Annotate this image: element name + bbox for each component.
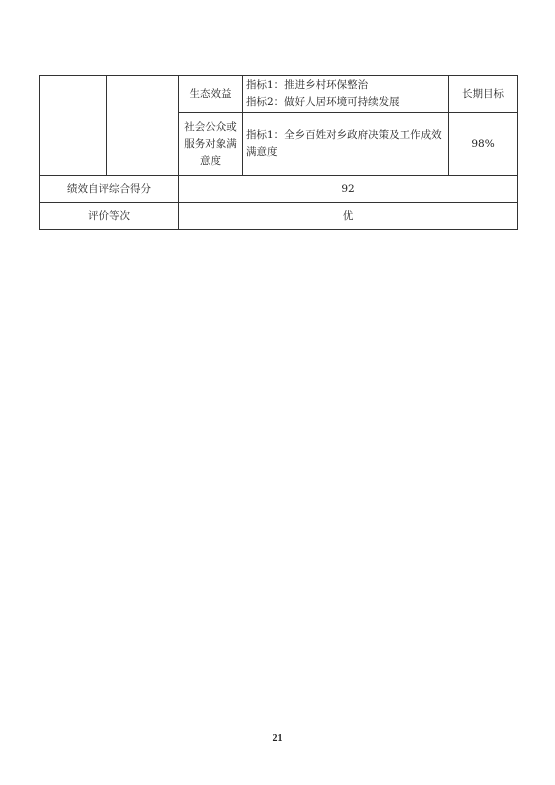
satisfaction-category: 社会公众或服务对象满意度	[179, 113, 243, 176]
performance-evaluation-table	[39, 75, 518, 230]
satisfaction-indicator: 指标1：全乡百姓对乡政府决策及工作成效满意度	[243, 113, 449, 176]
satisfaction-target: 98%	[449, 113, 518, 176]
grade-value: 优	[179, 203, 518, 230]
page-number: 21	[272, 733, 283, 744]
overall-score-label: 绩效自评综合得分	[40, 176, 179, 203]
ecological-benefit-category: 生态效益	[179, 76, 243, 113]
table-row-overall-score	[40, 176, 518, 203]
grade-label: 评价等次	[40, 203, 179, 230]
empty-merged-cell-level2	[107, 76, 179, 176]
table-row-grade	[40, 203, 518, 230]
ecological-benefit-indicators	[243, 76, 449, 113]
ecological-indicator-2: 指标2：做好人居环境可持续发展	[246, 96, 400, 108]
table-row-ecological-benefit	[40, 76, 518, 113]
empty-merged-cell-level1	[40, 76, 107, 176]
ecological-indicator-1: 指标1：推进乡村环保整治	[246, 79, 369, 91]
overall-score-value: 92	[179, 176, 518, 203]
ecological-benefit-target: 长期目标	[449, 76, 518, 113]
